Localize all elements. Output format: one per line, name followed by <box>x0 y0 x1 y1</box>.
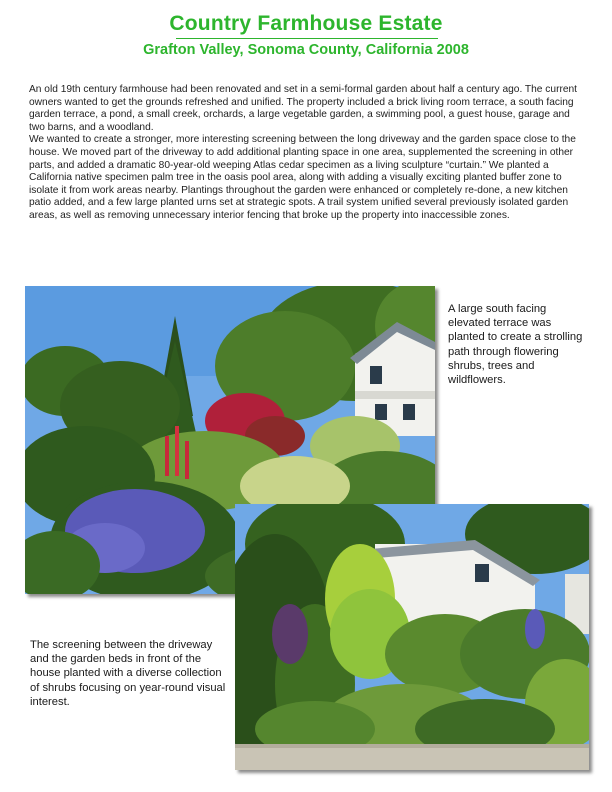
title-rule <box>176 38 438 39</box>
screening-photo <box>235 504 589 770</box>
page-title: Country Farmhouse Estate <box>169 12 443 35</box>
screening-caption: The screening between the driveway and the garden beds in front of the house planted with a diverse collection of shrubs focusing on year-round visual interest. <box>30 639 226 708</box>
page-subtitle: Grafton Valley, Sonoma County, California 2008 <box>143 42 469 58</box>
project-description <box>29 84 585 223</box>
screening-photo-art <box>235 504 589 770</box>
description-paragraph: We wanted to create a stronger, more interesting screening between the long driveway and the garden space close to the house. We moved part of the driveway to add additional planting space in one area, supplemented the screening in other parts, and added a dramatic 80-year-old weeping Atlas cedar specimen as a living sculpture “curtain.” We planted a California native specimen palm tree in the oasis pool area, along with adding a visually exciting planted buffer zone to isolate it from work areas nearby. Plantings throughout the garden were enhanced or completely re-done, a new kitchen patio added, and a few large planted urns set at strategic spots. A trail system unified several previously isolated garden areas, as well as removing unnecessary interior fencing that broke up the property into inaccessible zones. <box>29 134 576 221</box>
description-paragraph: An old 19th century farmhouse had been renovated and set in a semi-formal garden about half a century ago. The current owners wanted to get the grounds refreshed and unified. The property included a brick living room terrace, a south facing garden terrace, a pond, a small creek, orchards, a large vegetable garden, a swimming pool, a guest house, garage and two barns, and a woodland. <box>29 84 578 133</box>
terrace-caption: A large south facing elevated terrace was planted to create a strolling path through flowering shrubs, trees and wildflowers. <box>448 303 583 387</box>
